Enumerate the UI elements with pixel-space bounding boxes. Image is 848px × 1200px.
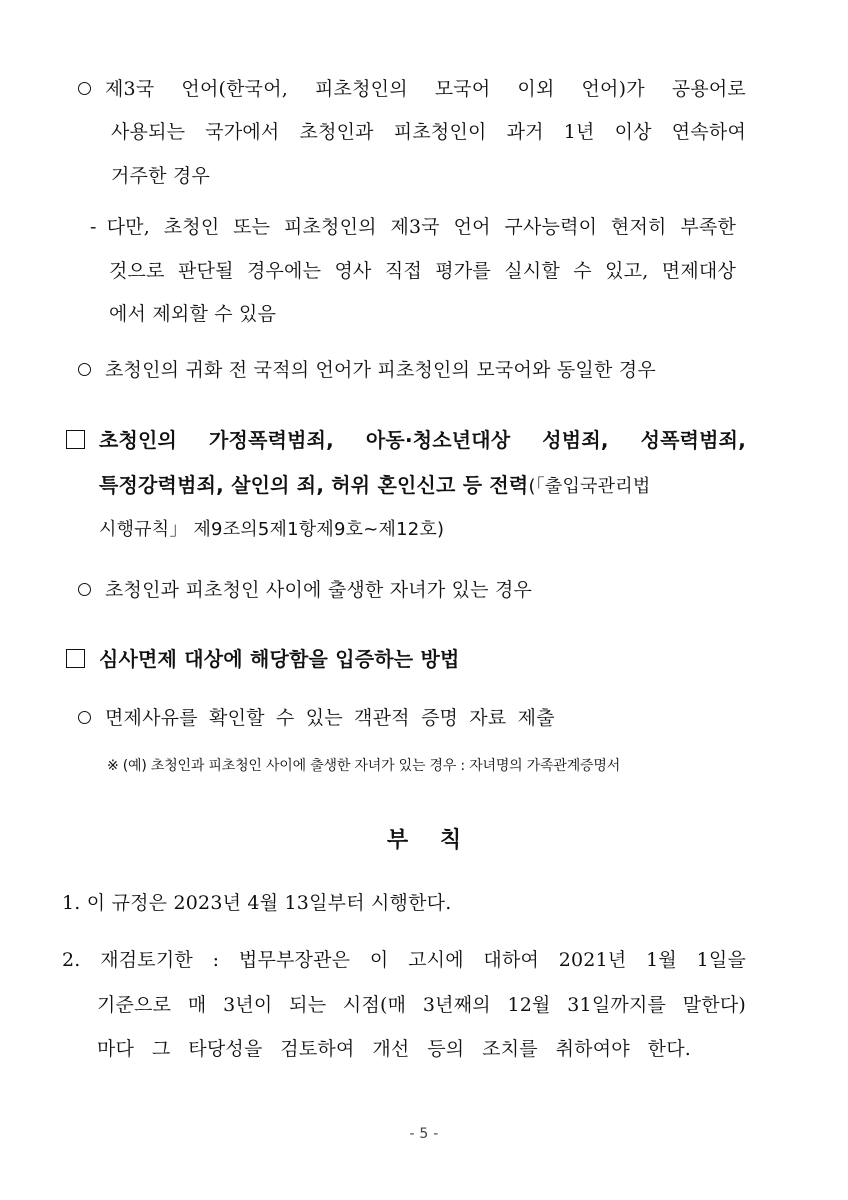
circle-bullet-icon <box>78 363 91 376</box>
crimes-heading-line-3 <box>99 518 444 542</box>
text: 거주한 경우 <box>111 165 211 187</box>
supplementary-item-2-line-3 <box>97 1037 691 1061</box>
square-bullet-icon <box>66 649 85 668</box>
text: - 5 - <box>409 1126 439 1142</box>
third-country-item-line-2 <box>111 120 746 144</box>
proof-item <box>78 706 555 730</box>
example-note <box>107 756 620 776</box>
page-number <box>0 1122 848 1146</box>
dash-bullet-icon: - <box>90 216 97 238</box>
circle-bullet-icon <box>78 82 91 95</box>
text: 초청인의 가정폭력범죄, 아동·청소년대상 성범죄, 성폭력범죄, <box>99 428 746 452</box>
crimes-heading-line-2 <box>99 473 650 499</box>
children-item <box>78 578 532 602</box>
text: 마다 그 타당성을 검토하여 개선 등의 조치를 취하여야 한다. <box>97 1038 691 1060</box>
naturalization-item <box>78 358 656 382</box>
circle-bullet-icon <box>78 711 91 724</box>
exception-note-line-2 <box>109 259 736 283</box>
proof-method-heading <box>66 647 460 671</box>
exception-note-line-3 <box>109 302 276 326</box>
exception-note-line-1 <box>90 215 736 239</box>
text: 이 규정은 2023년 4월 13일부터 시행한다. <box>86 892 452 914</box>
text: (「출입국관리법 <box>528 476 651 497</box>
text: 기준으로 매 3년이 되는 시점(매 3년째의 12월 31일까지를 말한다) <box>97 994 746 1016</box>
text: 초청인의 귀화 전 국적의 언어가 피초청인의 모국어와 동일한 경우 <box>105 359 656 381</box>
text: 초청인과 피초청인 사이에 출생한 자녀가 있는 경우 <box>105 579 533 601</box>
text: 다만, 초청인 또는 피초청인의 제3국 언어 구사능력이 현저히 부족한 <box>106 216 736 238</box>
text: 것으로 판단될 경우에는 영사 직접 평가를 실시할 수 있고, 면제대상 <box>109 260 736 282</box>
crimes-heading-line-1 <box>66 428 746 452</box>
item-number: 2. <box>62 949 81 971</box>
third-country-item-line-3 <box>111 164 210 188</box>
text: 면제사유를 확인할 수 있는 객관적 증명 자료 제출 <box>105 707 555 729</box>
text: 제3국 언어(한국어, 피초청인의 모국어 이외 언어)가 공용어로 <box>105 78 746 100</box>
square-bullet-icon <box>66 430 85 449</box>
item-number: 1. <box>62 892 81 914</box>
text: 시행규칙」 제9조의5제1항제9호~제12호) <box>99 519 445 540</box>
text: 특정강력범죄, 살인의 죄, 허위 혼인신고 등 전력 <box>99 473 529 497</box>
text: 사용되는 국가에서 초청인과 피초청인이 과거 1년 이상 연속하여 <box>111 121 746 143</box>
text: 부 칙 <box>386 827 462 853</box>
supplementary-item-2-line-1 <box>62 948 746 972</box>
text: 에서 제외할 수 있음 <box>109 303 277 325</box>
text: ※ (예) 초청인과 피초청인 사이에 출생한 자녀가 있는 경우 : 자녀명의 가족관계증명서 <box>107 758 621 774</box>
supplementary-item-2-line-2 <box>97 993 746 1017</box>
circle-bullet-icon <box>78 583 91 596</box>
third-country-item-line-1 <box>78 77 746 101</box>
text: 심사면제 대상에 해당함을 입증하는 방법 <box>99 647 460 671</box>
supplementary-title <box>0 828 848 852</box>
text: 재검토기한 : 법무부장관은 이 고시에 대하여 2021년 1월 1일을 <box>100 949 747 971</box>
supplementary-item-1 <box>62 891 451 915</box>
